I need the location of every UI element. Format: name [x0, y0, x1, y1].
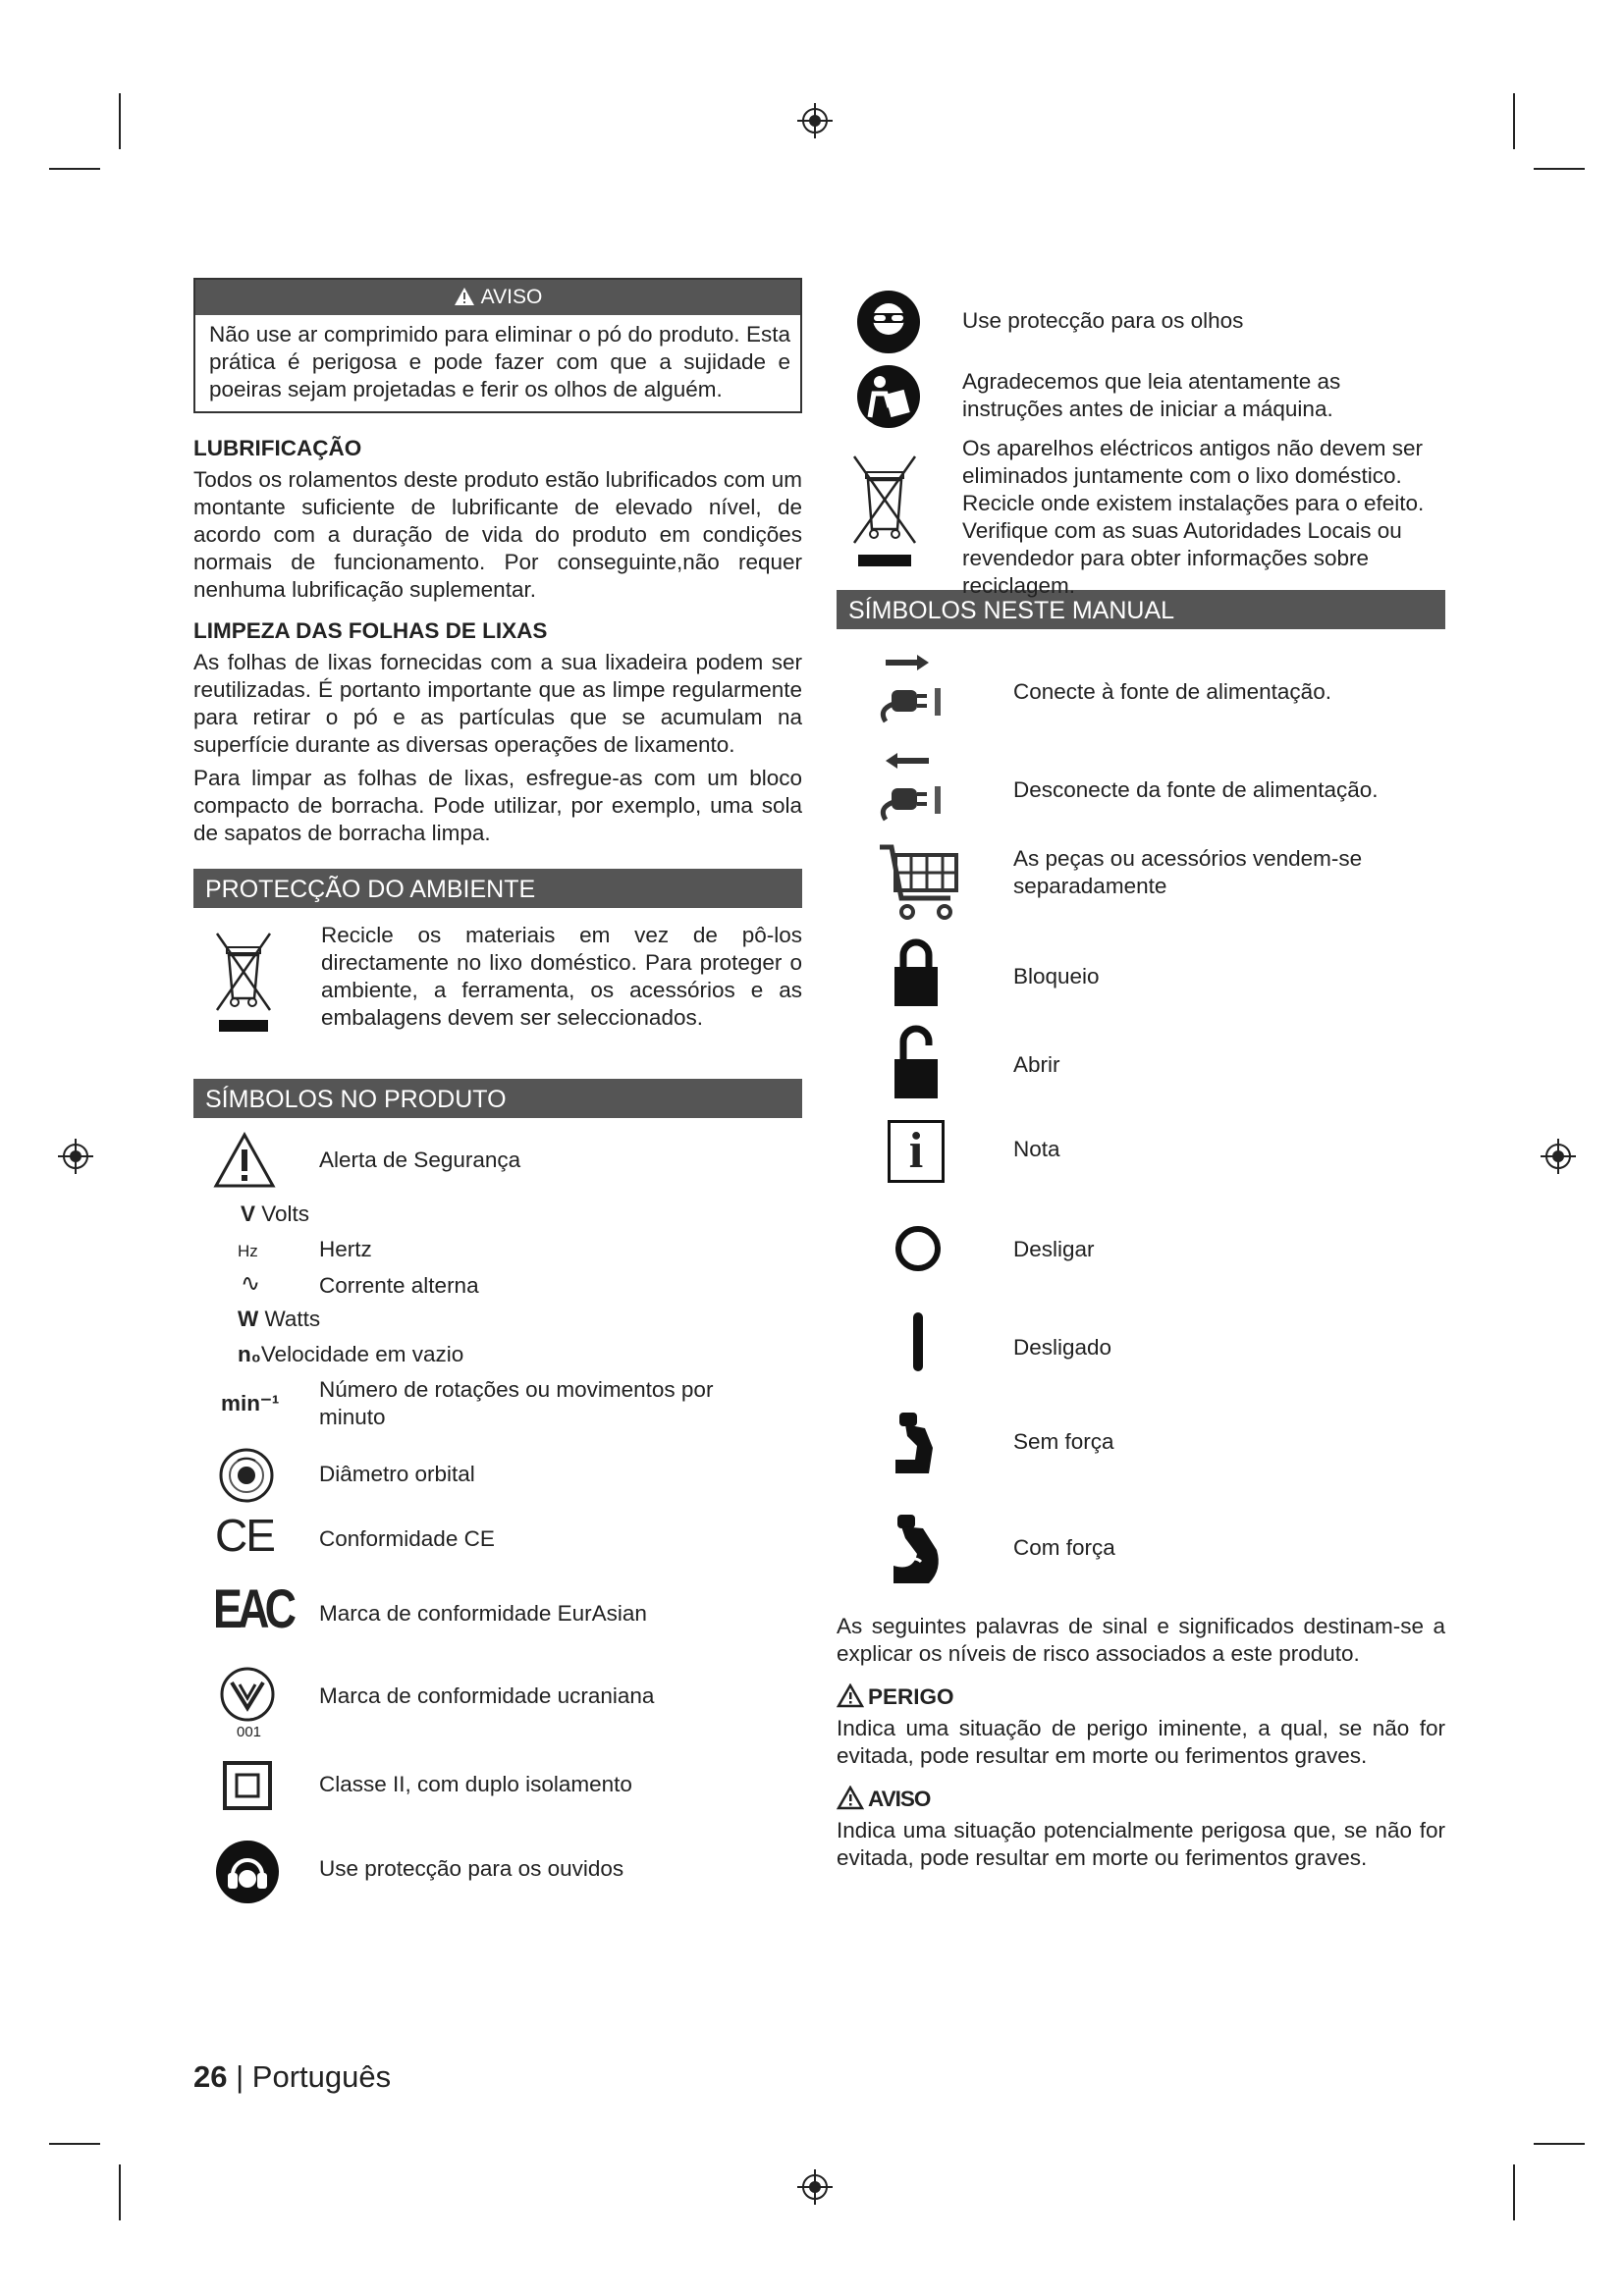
symbol-row-ac [193, 1272, 802, 1306]
noload-symbol: n₀ [238, 1342, 261, 1366]
symbol-row-safety [193, 1132, 802, 1201]
warning-box-text: Não use ar comprimido para eliminar o pó do produto. Esta prática é perigosa e pode fazer com que a sujidade e poeiras sejam projetadas e ferir os olhos de alguém. [209, 322, 790, 401]
power-off-icon [893, 1224, 943, 1273]
product-symbols-heading: SÍMBOLOS NO PRODUTO [193, 1079, 802, 1118]
symbol-row-on [837, 1305, 1445, 1401]
rpm-label: Número de rotações ou movimentos por minuto [319, 1377, 714, 1429]
shopping-cart-icon [876, 839, 964, 928]
signal-words-intro: As seguintes palavras de sinal e significados destinam-se a explicar os níveis de risco associados a este produto. [837, 1614, 1445, 1666]
plug-disconnect-icon [878, 751, 956, 829]
symbol-row-cart [837, 837, 1445, 935]
crop-mark [119, 93, 121, 149]
crop-mark [49, 168, 100, 170]
warning-box-title: AVISO [480, 286, 543, 308]
manual-symbols-heading: SÍMBOLOS NESTE MANUAL [837, 590, 1445, 629]
disconnect-label: Desconecte da fonte de alimentação. [1013, 777, 1379, 802]
footer-separator: | [236, 2059, 244, 2094]
class-ii-icon [223, 1761, 272, 1810]
ua-label: Marca de conformidade ucraniana [319, 1683, 655, 1708]
arm-force-icon [884, 1511, 948, 1589]
symbol-row-ua [193, 1665, 802, 1759]
crop-mark [1534, 168, 1585, 170]
page-footer [193, 2059, 391, 2095]
volts-label: Volts [261, 1201, 310, 1226]
symbol-row-hertz [193, 1236, 802, 1272]
orbital-diameter-icon [218, 1447, 275, 1504]
symbol-row-lock [837, 935, 1445, 1022]
no-force-label: Sem força [1013, 1429, 1114, 1454]
symbol-row-class2 [193, 1759, 802, 1840]
connect-label: Conecte à fonte de alimentação. [1013, 679, 1331, 704]
symbol-row-noload [193, 1341, 802, 1376]
symbol-row-disconnect [837, 741, 1445, 837]
hz-symbol: Hz [238, 1242, 258, 1260]
ce-label: Conformidade CE [319, 1526, 495, 1551]
lock-icon [892, 935, 941, 1008]
crop-mark [1513, 2164, 1515, 2220]
symbol-row-note [837, 1112, 1445, 1206]
warning-triangle-icon [837, 1683, 864, 1708]
registration-mark-icon [1539, 1137, 1578, 1176]
class2-label: Classe II, com duplo isolamento [319, 1772, 632, 1796]
symbol-row-force [837, 1511, 1445, 1599]
symbol-row-unlock [837, 1022, 1445, 1112]
ear-protection-icon [215, 1840, 280, 1904]
force-label: Com força [1013, 1535, 1115, 1560]
off-label: Desligar [1013, 1237, 1095, 1261]
cleaning-heading: LIMPEZA DAS FOLHAS DE LIXAS [193, 618, 548, 643]
note-label: Nota [1013, 1137, 1060, 1161]
symbol-row-rpm [193, 1376, 802, 1447]
unlock-label: Abrir [1013, 1052, 1060, 1077]
symbol-row-ce [193, 1510, 802, 1578]
warning-box-header [195, 280, 800, 315]
symbol-row-ear [193, 1840, 802, 1908]
weee-bin-icon [213, 930, 274, 1034]
eye-protection-icon [856, 290, 921, 354]
hertz-label: Hertz [319, 1237, 372, 1261]
registration-mark-icon [795, 2167, 835, 2207]
watts-label: Watts [264, 1307, 321, 1331]
eye-label: Use protecção para os olhos [962, 308, 1244, 333]
symbol-row-watts [193, 1306, 802, 1341]
cleaning-text-2: Para limpar as folhas de lixas, esfregue-as com um bloco compacto de borracha. Pode utilizar, por exemplo, uma sola de sapatos de borracha limpa. [193, 766, 802, 845]
lubrication-heading: LUBRIFICAÇÃO [193, 436, 362, 460]
right-column [837, 278, 1445, 1878]
danger-text: Indica uma situação de perigo iminente, a qual, se não for evitada, pode resultar em morte ou ferimentos graves. [837, 1716, 1445, 1768]
eac-label: Marca de conformidade EurAsian [319, 1601, 647, 1626]
symbol-row-volts [193, 1201, 802, 1236]
warning-title: AVISO [868, 1787, 931, 1811]
page-number: 26 [193, 2059, 228, 2094]
volts-symbol: V [241, 1201, 256, 1226]
symbol-row-eye [837, 278, 1445, 347]
warning-text: Indica uma situação potencialmente perigosa que, se não for evitada, pode resultar em morte ou ferimentos graves. [837, 1818, 1445, 1870]
info-icon [888, 1120, 945, 1183]
symbol-row-no-force [837, 1401, 1445, 1511]
ac-symbol: ∿ [241, 1270, 261, 1297]
weee-bin-icon [850, 453, 919, 570]
symbol-row-orbital [193, 1447, 802, 1514]
lock-label: Bloqueio [1013, 964, 1100, 988]
rpm-symbol: min⁻¹ [221, 1391, 280, 1415]
on-label: Desligado [1013, 1335, 1112, 1360]
manual-label: Agradecemos que leia atentamente as instruções antes de iniciar a máquina. [962, 369, 1341, 421]
ear-label: Use protecção para os ouvidos [319, 1856, 624, 1881]
left-column [193, 278, 802, 1908]
read-manual-icon [856, 364, 921, 429]
ac-label: Corrente alterna [319, 1273, 479, 1298]
environment-heading: PROTECÇÃO DO AMBIENTE [193, 869, 802, 908]
safety-alert-label: Alerta de Segurança [319, 1148, 521, 1172]
note-symbol: i [908, 1123, 924, 1179]
crop-mark [119, 2164, 121, 2220]
ce-symbol: CE [215, 1510, 274, 1561]
watts-symbol: W [238, 1307, 259, 1331]
unlock-icon [892, 1022, 941, 1100]
environment-text: Recicle os materiais em vez de pô-los directamente no lixo doméstico. Para proteger o ambiente, a ferramenta, os acessórios e as embalagens devem ser seleccionados. [321, 923, 802, 1030]
crop-mark [1513, 93, 1515, 149]
symbol-row-connect [837, 643, 1445, 741]
cleaning-text-1: As folhas de lixas fornecidas com a sua lixadeira podem ser reutilizadas. É portanto importante que as limpe regularmente para retirar o pó e as partículas que se acumulam na superfície durante as diversas operações de lixamento. [193, 650, 802, 757]
arm-no-force-icon [886, 1409, 945, 1479]
environment-block [193, 922, 802, 1069]
warning-box [193, 278, 802, 413]
sold-separately-label: As peças ou acessórios vendem-se separadamente [1013, 846, 1363, 898]
warning-triangle-icon [454, 287, 475, 306]
weee-label: Os aparelhos eléctricos antigos não devem ser eliminados juntamente com o lixo doméstico. Recicle onde existem instalações para o efeito. Verifique com as suas Autoridades Locais ou revendedor para obter informações sobre reciclagem. [962, 436, 1425, 598]
registration-mark-icon [56, 1137, 95, 1176]
warning-heading [837, 1786, 1445, 1813]
ukraine-conformity-icon [218, 1665, 277, 1724]
footer-language: Português [251, 2059, 392, 2094]
warning-triangle-icon [837, 1786, 864, 1810]
crop-mark [49, 2143, 100, 2145]
power-on-icon [911, 1312, 925, 1371]
symbol-row-off [837, 1206, 1445, 1305]
plug-connect-icon [878, 653, 956, 731]
symbol-row-manual [837, 358, 1445, 433]
noload-label: Velocidade em vazio [260, 1342, 464, 1366]
registration-mark-icon [795, 101, 835, 140]
crop-mark [1534, 2143, 1585, 2145]
safety-alert-icon [213, 1132, 276, 1189]
orbital-label: Diâmetro orbital [319, 1462, 475, 1486]
ua-number: 001 [237, 1724, 262, 1740]
danger-heading [837, 1683, 1445, 1711]
symbol-row-weee [837, 433, 1445, 598]
danger-title: PERIGO [868, 1684, 954, 1709]
symbol-row-eac [193, 1578, 802, 1665]
lubrication-text: Todos os rolamentos deste produto estão lubrificados com um montante suficiente de lubrificante de elevado nível, de acordo com a duração de vida do produto em condições normais de funcionamento. Por conseguinte,não requer nenhuma lubrificação suplementar. [193, 467, 802, 602]
eac-symbol: EAC [213, 1577, 293, 1639]
